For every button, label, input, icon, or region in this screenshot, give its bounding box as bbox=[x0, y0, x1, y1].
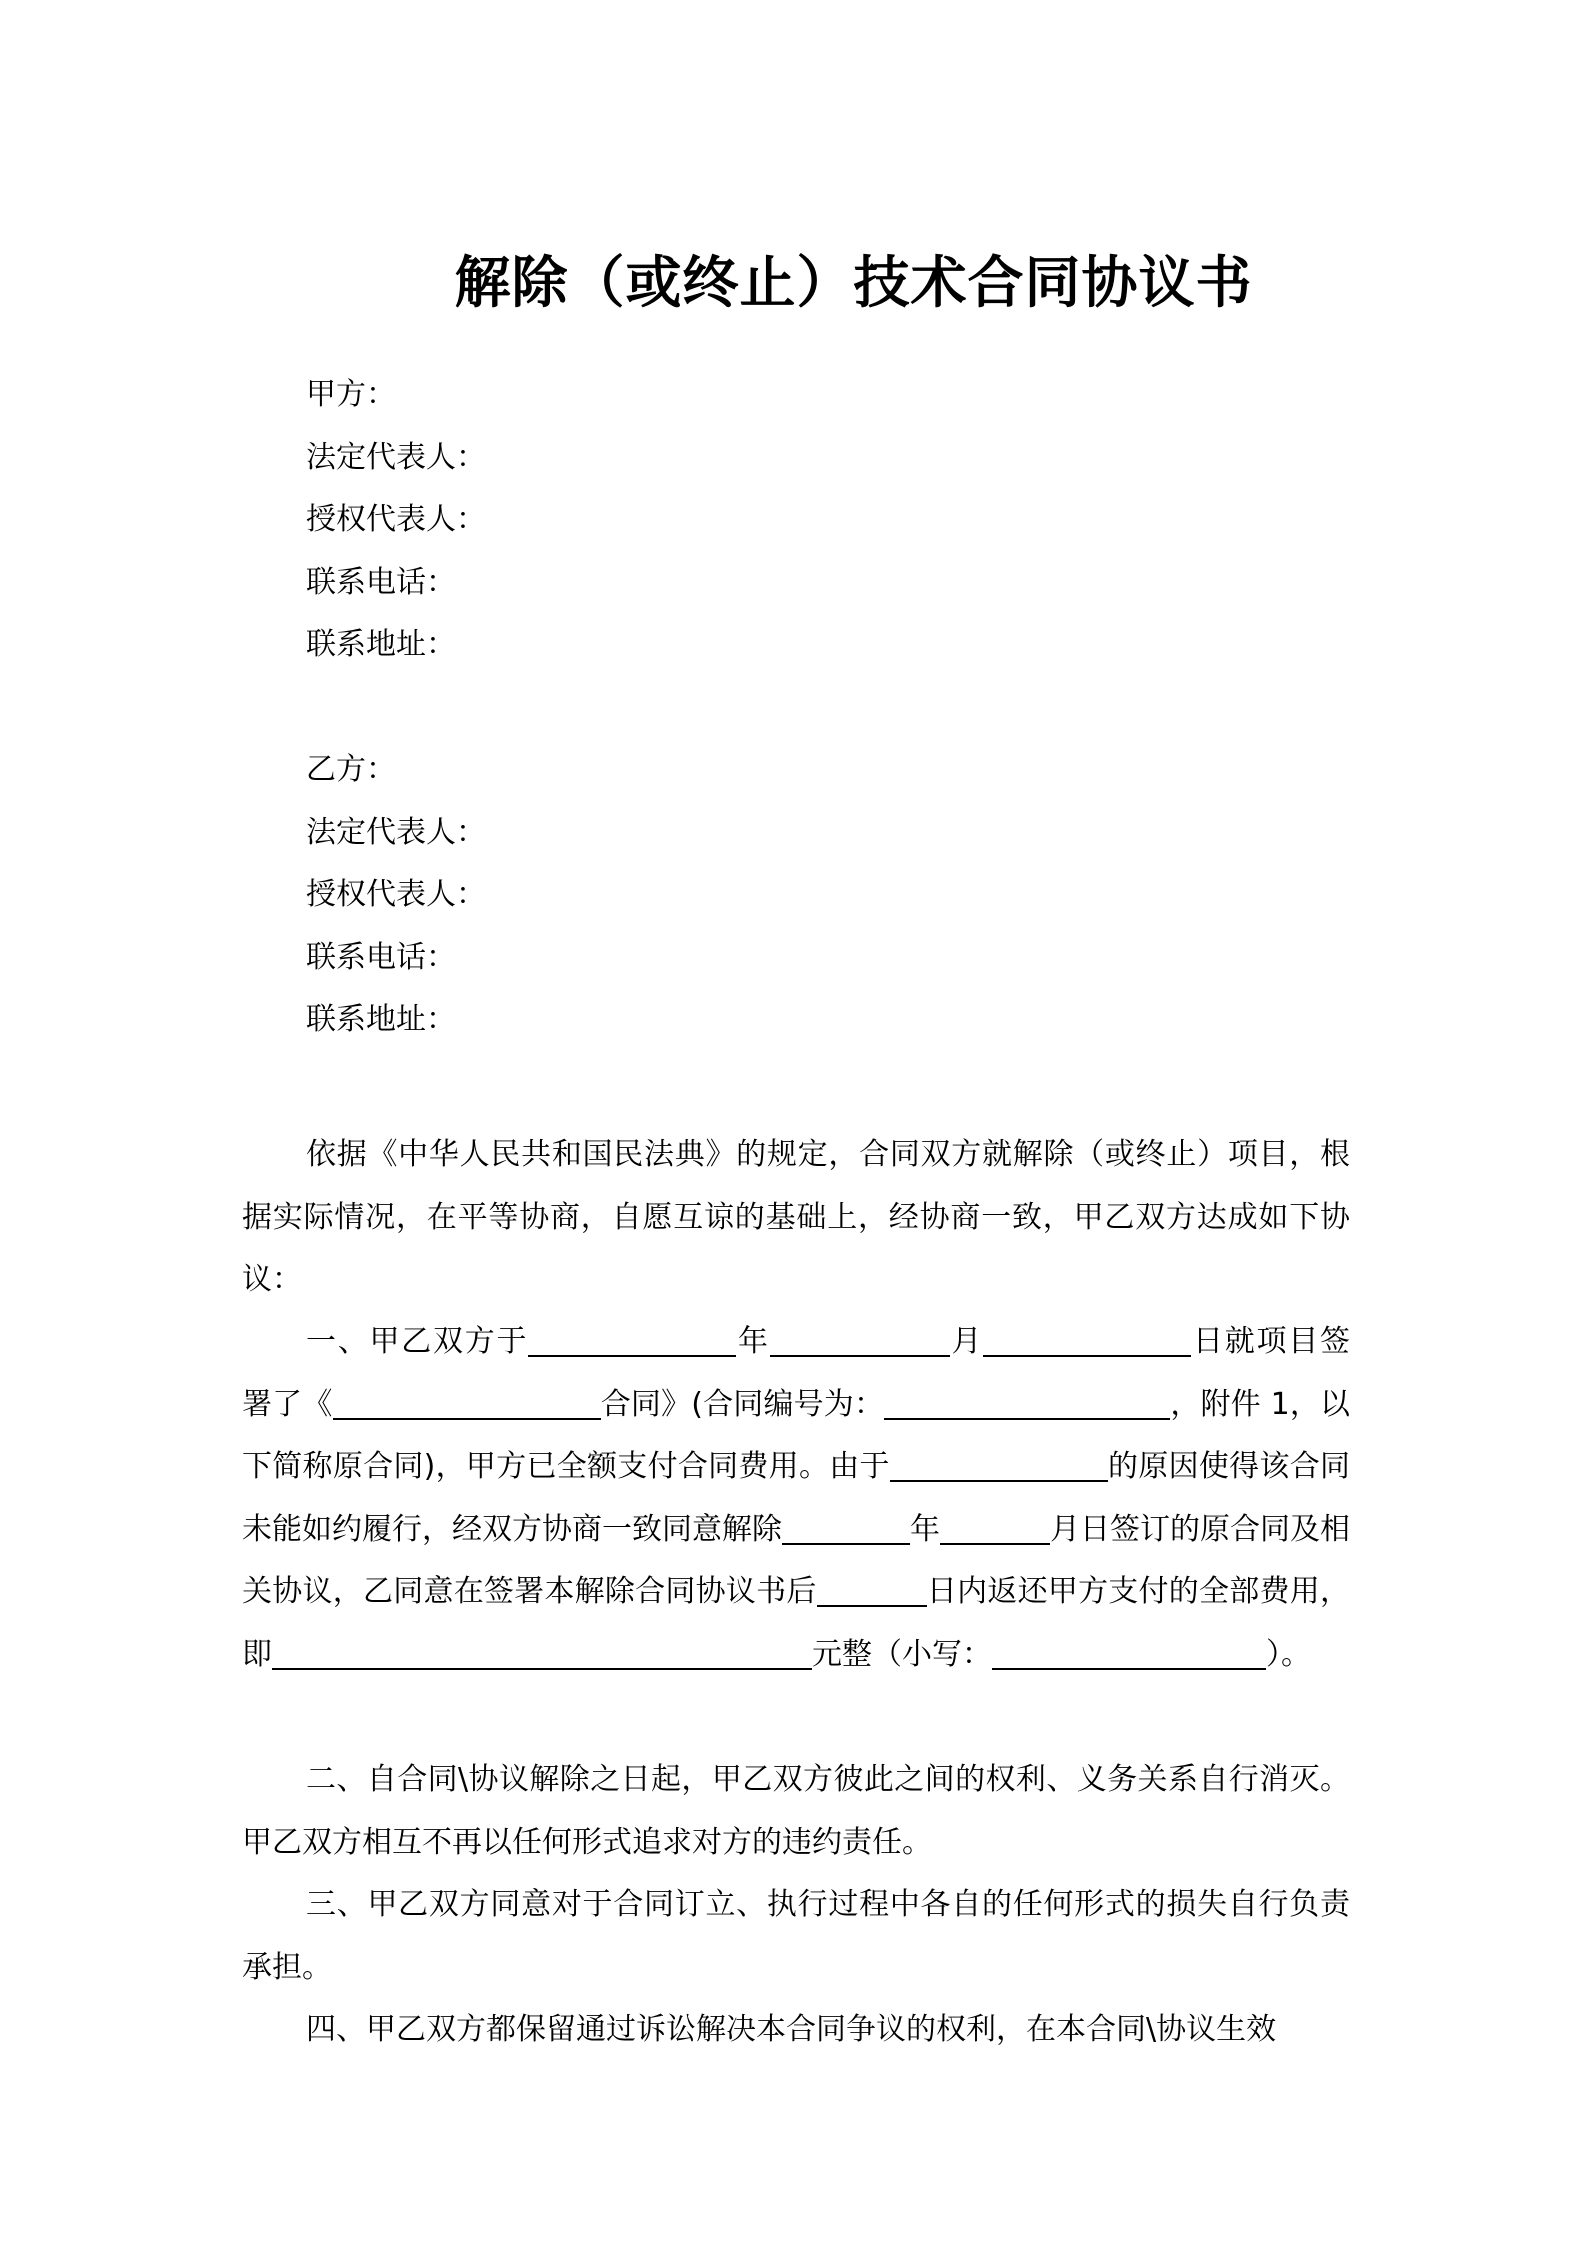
blank-refund-days[interactable] bbox=[817, 1573, 927, 1607]
clause-1-text-12: ）。 bbox=[1266, 1636, 1311, 1672]
blank-sign-month[interactable] bbox=[770, 1323, 950, 1357]
party-a-address-label: 联系地址： bbox=[306, 627, 456, 662]
party-b-auth-rep-label: 授权代表人： bbox=[306, 877, 486, 912]
document-title: 解除（或终止）技术合同协议书 bbox=[454, 250, 1253, 316]
blank-contract-number[interactable] bbox=[884, 1386, 1170, 1420]
blank-amount-words[interactable] bbox=[272, 1636, 812, 1670]
clause-1-text-6: ，附件 1，以下简称原合同)，甲方已全额支付合同费用。由于 bbox=[242, 1386, 1350, 1484]
clause-1-text-2: 年 bbox=[736, 1324, 770, 1359]
clause-1 bbox=[242, 1311, 1350, 1686]
clause-3: 三、甲乙双方同意对于合同订立、执行过程中各自的任何形式的损失自行负责承担。 bbox=[242, 1887, 1350, 1985]
clause-1-text-3: 月 bbox=[949, 1324, 984, 1359]
clause-1-text-9: 月日签订的原合同及相关协议，乙同意在签署本解除合同协议书后 bbox=[242, 1511, 1350, 1609]
clause-1-text-11: 元整（小写： bbox=[812, 1636, 992, 1672]
blank-sign-day[interactable] bbox=[983, 1323, 1191, 1357]
party-b-phone-label: 联系电话： bbox=[306, 940, 456, 975]
party-b-address-label: 联系地址： bbox=[306, 1002, 456, 1037]
blank-contract-name[interactable] bbox=[333, 1386, 601, 1420]
clause-1-text-7: 的原因使得该合同未能如约履行，经双方协商一致同意解除 bbox=[242, 1449, 1350, 1547]
party-a-auth-rep-label: 授权代表人： bbox=[306, 502, 486, 537]
blank-dissolve-year[interactable] bbox=[782, 1511, 910, 1545]
party-b-legal-rep-label: 法定代表人： bbox=[306, 815, 486, 850]
blank-amount-figures[interactable] bbox=[992, 1636, 1266, 1670]
clause-1-text-4: 日就项目签署了《 bbox=[242, 1324, 1350, 1422]
blank-sign-year[interactable] bbox=[528, 1323, 736, 1357]
party-b-name-label: 乙方： bbox=[306, 752, 396, 787]
intro-paragraph: 依据《中华人民共和国民法典》的规定，合同双方就解除（或终止）项目，根据实际情况，在平等协商，自愿互谅的基础上，经协商一致，甲乙双方达成如下协议： bbox=[242, 1137, 1350, 1297]
blank-dissolve-month[interactable] bbox=[940, 1511, 1050, 1545]
blank-reason[interactable] bbox=[890, 1448, 1108, 1482]
party-a-phone-label: 联系电话： bbox=[306, 565, 456, 600]
party-a-name-label: 甲方： bbox=[306, 377, 396, 412]
clause-4: 四、甲乙双方都保留通过诉讼解决本合同争议的权利，在本合同\协议生效 bbox=[306, 2012, 1277, 2047]
clause-1-text-1: 一、甲乙双方于 bbox=[306, 1324, 529, 1359]
party-a-legal-rep-label: 法定代表人： bbox=[306, 440, 486, 475]
clause-1-text-5: 合同》(合同编号为： bbox=[600, 1386, 885, 1422]
clause-1-text-10: 日内返还甲方支付的全部费用，即 bbox=[242, 1574, 1351, 1672]
clause-2: 二、自合同\协议解除之日起，甲乙双方彼此之间的权利、义务关系自行消灭。甲乙双方相互不再以任何形式追求对方的违约责任。 bbox=[242, 1762, 1350, 1860]
clause-1-text-8: 年 bbox=[910, 1511, 940, 1547]
